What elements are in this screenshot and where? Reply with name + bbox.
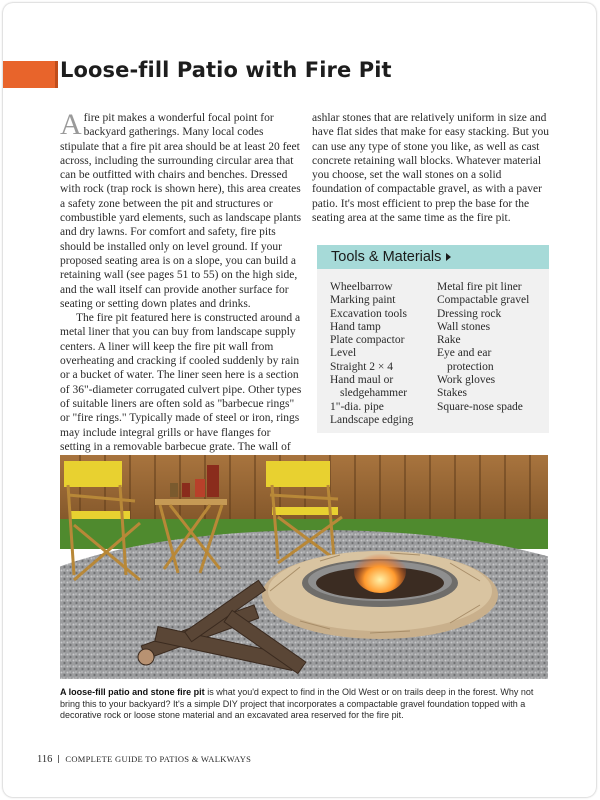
page-footer: [37, 754, 251, 765]
intro-paragraph: [60, 108, 302, 311]
tools-item: Straight 2 × 4: [330, 360, 394, 373]
tools-item: Landscape edging: [330, 413, 414, 426]
title-accent-divider: [55, 61, 58, 88]
tools-item: Compactable gravel: [437, 294, 530, 307]
tools-list: [317, 269, 549, 427]
tools-item: Metal fire pit liner: [437, 281, 522, 293]
tools-item: Rake: [437, 334, 461, 347]
tools-item: Hand maul or: [330, 374, 394, 387]
fire-pit-photo: [60, 455, 548, 679]
caption-text: is what you'd expect to find in the Old West or on trails deep in the forest. Why not bring this to your backyard? It's a simple DIY project that incorporates a compactable gravel foundation topped with a decorative rock or loose stone material and an excavated area reserved for the fire pit.: [60, 687, 534, 721]
photo-caption: [60, 687, 550, 722]
text-column-left: [60, 108, 302, 468]
tools-item: Wheelbarrow: [330, 281, 393, 293]
tools-item: sledgehammer: [340, 387, 408, 400]
text-column-right: [312, 111, 550, 225]
tools-item: Excavation tools: [330, 307, 407, 320]
page-title: Loose-fill Patio with Fire Pit: [60, 58, 392, 82]
tools-header: [317, 245, 549, 269]
page-number: 116: [37, 754, 53, 765]
tools-item: Plate compactor: [330, 334, 405, 347]
intro-paragraph-text: fire pit makes a wonderful focal point for backyard gatherings. Many local codes stipulate that a fire pit area should be at least 20 feet across, including the surrounding circular area that can be outfitted with chairs and benches. Dressed with rock (trap rock is shown here), this area creates a safety zone between the pit and structures or combustible yard elements, such as landscape plants and dry lawns. For comfort and safety, fire pits should be installed only on level ground. If your proposed seating area is on a slope, you can build a retaining wall (see pages 51 to 55) on the high side, and the wall itself can provide another surface for seating or setting down plates and drinks.: [60, 112, 302, 310]
triangle-arrow-icon: [446, 253, 451, 261]
liner-paragraph: The fire pit featured here is constructed around a metal liner that you can buy from landscape supply centers. A liner will keep the fire pit wall from overheating and cracking if cooled suddenly by rain or a bucket of water. The liner seen here is a section of 36"-diameter corrugated culvert pipe. Other types of suitable liners are often sold as "barbecue rings" or "fire rings." Typically made of steel or iron, rings may include integral grills or have flanges for setting in a removable barbecue grate. The wall of: [60, 312, 302, 453]
tools-item: Stakes: [437, 387, 468, 400]
book-page: [3, 3, 596, 797]
tools-item: Level: [330, 347, 357, 360]
caption-bold: A loose-fill patio and stone fire pit: [60, 687, 205, 697]
tools-item: Eye and ear: [437, 347, 492, 360]
footer-divider: [58, 755, 59, 763]
tools-item: Work gloves: [437, 374, 496, 387]
stones-paragraph: ashlar stones that are relatively uniform in size and have flat sides that make for easy stacking. But you can use any type of stone you like, as well as cast concrete retaining wall blocks. Whatever material you choose, set the wall stones on a solid foundation of compactable gravel, as with a paver patio. It's most efficient to prep the base for the seating area at the same time as the fire pit.: [312, 112, 549, 225]
title-accent-bar: [3, 61, 55, 88]
tools-list-right: [437, 281, 529, 427]
tools-item: Hand tamp: [330, 320, 381, 333]
tools-materials-box: [317, 245, 549, 433]
tools-item: Square-nose spade: [437, 400, 523, 413]
tools-item: 1"-dia. pipe: [330, 400, 384, 413]
tools-item: protection: [447, 360, 494, 373]
tools-item: Marking paint: [330, 294, 396, 307]
tools-item: Dressing rock: [437, 307, 502, 320]
tools-title: Tools & Materials: [331, 249, 442, 265]
book-title: COMPLETE GUIDE TO PATIOS & WALKWAYS: [65, 754, 252, 764]
tools-list-left: [330, 281, 437, 427]
drop-cap: A: [60, 108, 82, 141]
tools-item: Wall stones: [437, 320, 491, 333]
